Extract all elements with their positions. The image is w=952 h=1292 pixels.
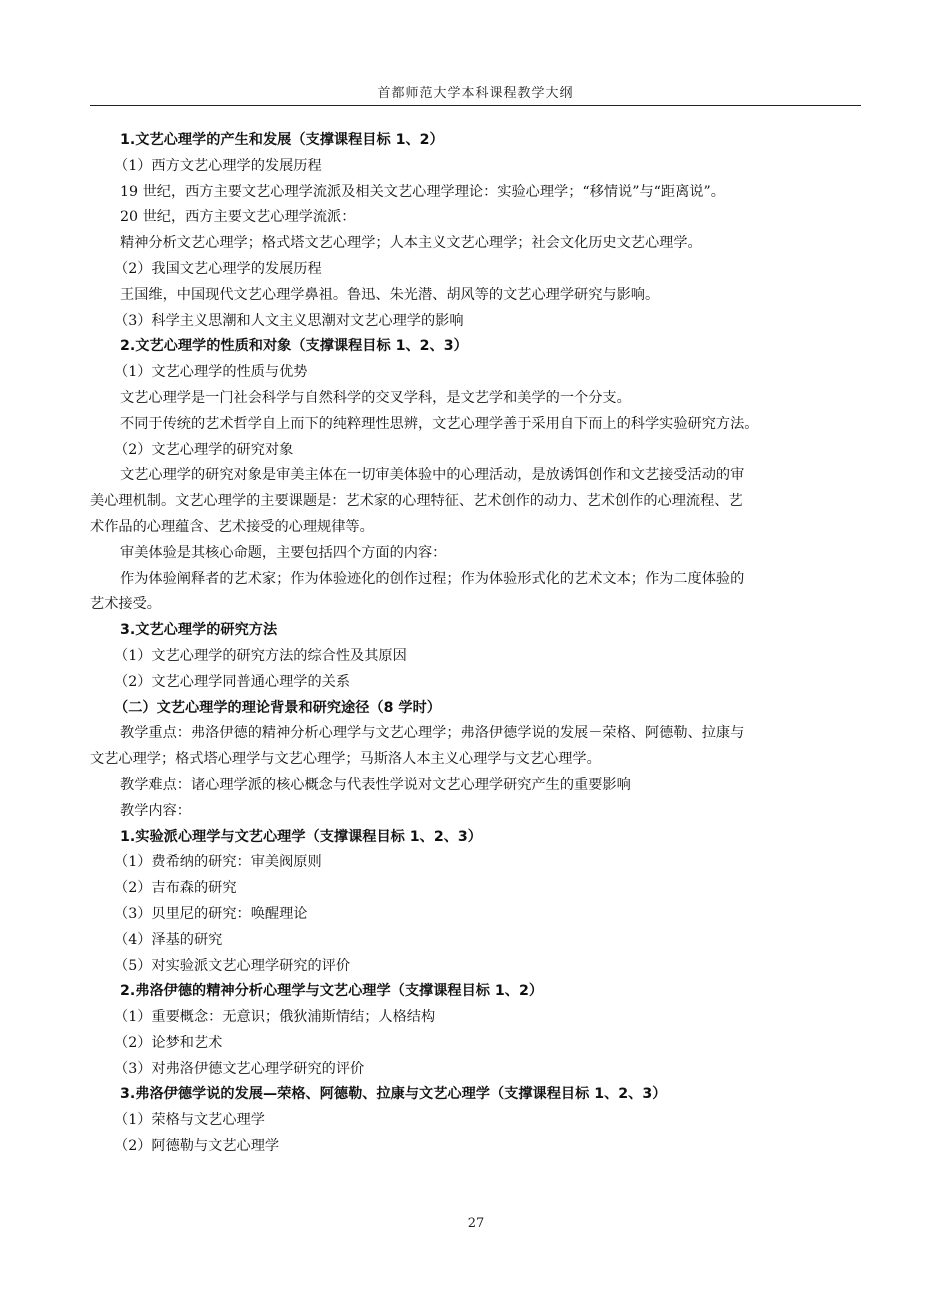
section-heading: 3.文艺心理学的研究方法: [120, 622, 278, 639]
paragraph-line: 王国维，中国现代文艺心理学鼻祖。鲁迅、朱光潜、胡风等的文艺心理学研究与影响。: [120, 286, 660, 303]
chapter-heading: （二）文艺心理学的理论背景和研究途径（8 学时）: [114, 699, 441, 716]
paragraph-line: 精神分析文艺心理学；格式塔文艺心理学；人本主义文艺心理学；社会文化历史文艺心理学。: [120, 235, 702, 252]
paragraph-line: 艺术接受。: [90, 596, 161, 613]
paragraph-line: 20 世纪，西方主要文艺心理学流派：: [120, 209, 356, 226]
paragraph-line: 美心理机制。文艺心理学的主要课题是：艺术家的心理特征、艺术创作的动力、艺术创作的心理流程、艺: [90, 493, 743, 510]
paragraph-line: 术作品的心理蕴含、艺术接受的心理规律等。: [90, 518, 374, 535]
document-body: [90, 128, 865, 1160]
subsection-item: （3）贝里尼的研究：唤醒理论: [114, 905, 308, 922]
subsection-item: （2）我国文艺心理学的发展历程: [114, 260, 322, 277]
paragraph-line: 教学内容：: [120, 802, 191, 819]
subsection-item: （1）西方文艺心理学的发展历程: [114, 157, 322, 174]
subsection-item: （4）泽基的研究: [114, 931, 223, 948]
section-heading: 2.弗洛伊德的精神分析心理学与文艺心理学（支撑课程目标 1、2）: [120, 983, 544, 1000]
paragraph-line: 不同于传统的艺术哲学自上而下的纯粹理性思辨，文艺心理学善于采用自下而上的科学实验研究方法。: [120, 415, 759, 432]
subsection-item: （3）对弗洛伊德文艺心理学研究的评价: [114, 1060, 365, 1077]
page-number: 27: [467, 1216, 485, 1231]
paragraph-line: 文艺心理学的研究对象是审美主体在一切审美体验中的心理活动，是放诱饵创作和文艺接受活动的审: [120, 467, 745, 484]
subsection-item: （2）文艺心理学同普通心理学的关系: [114, 673, 351, 690]
subsection-item: （2）文艺心理学的研究对象: [114, 441, 294, 458]
subsection-item: （1）重要概念：无意识；俄狄浦斯情结；人格结构: [114, 1009, 436, 1026]
subsection-item: （5）对实验派文艺心理学研究的评价: [114, 957, 351, 974]
subsection-item: （3）科学主义思潮和人文主义思潮对文艺心理学的影响: [114, 312, 464, 329]
paragraph-line: 19 世纪，西方主要文艺心理学流派及相关文艺心理学理论：实验心理学；“移情说”与“距离说”。: [120, 183, 725, 200]
section-heading: 1.文艺心理学的产生和发展（支撑课程目标 1、2）: [120, 132, 444, 148]
paragraph-line: 审美体验是其核心命题，主要包括四个方面的内容：: [120, 544, 447, 561]
paragraph-line: 教学重点：弗洛伊德的精神分析心理学与文艺心理学；弗洛伊德学说的发展－荣格、阿德勒、拉康与: [120, 725, 745, 742]
subsection-item: （1）文艺心理学的性质与优势: [114, 364, 308, 381]
section-heading: 1.实验派心理学与文艺心理学（支撑课程目标 1、2、3）: [120, 828, 482, 845]
subsection-item: （2）阿德勒与文艺心理学: [114, 1138, 280, 1155]
paragraph-line: 文艺心理学是一门社会科学与自然科学的交叉学科，是文艺学和美学的一个分支。: [120, 389, 631, 406]
section-heading: 3.弗洛伊德学说的发展—荣格、阿德勒、拉康与文艺心理学（支撑课程目标 1、2、3）: [120, 1086, 667, 1103]
paragraph-line: 文艺心理学；格式塔心理学与文艺心理学；马斯洛人本主义心理学与文艺心理学。: [90, 751, 601, 768]
subsection-item: （2）论梦和艺术: [114, 1034, 223, 1051]
subsection-item: （1）荣格与文艺心理学: [114, 1112, 265, 1129]
page-header: 首都师范大学本科课程教学大纲: [90, 82, 861, 106]
subsection-item: （2）吉布森的研究: [114, 880, 237, 897]
subsection-item: （1）费希纳的研究：审美阀原则: [114, 854, 322, 871]
subsection-item: （1）文艺心理学的研究方法的综合性及其原因: [114, 647, 407, 664]
paragraph-line: 作为体验阐释者的艺术家；作为体验迹化的创作过程；作为体验形式化的艺术文本；作为二度体验的: [120, 570, 745, 587]
section-heading: 2.文艺心理学的性质和对象（支撑课程目标 1、2、3）: [120, 338, 468, 355]
paragraph-line: 教学难点：诸心理学派的核心概念与代表性学说对文艺心理学研究产生的重要影响: [120, 776, 631, 793]
